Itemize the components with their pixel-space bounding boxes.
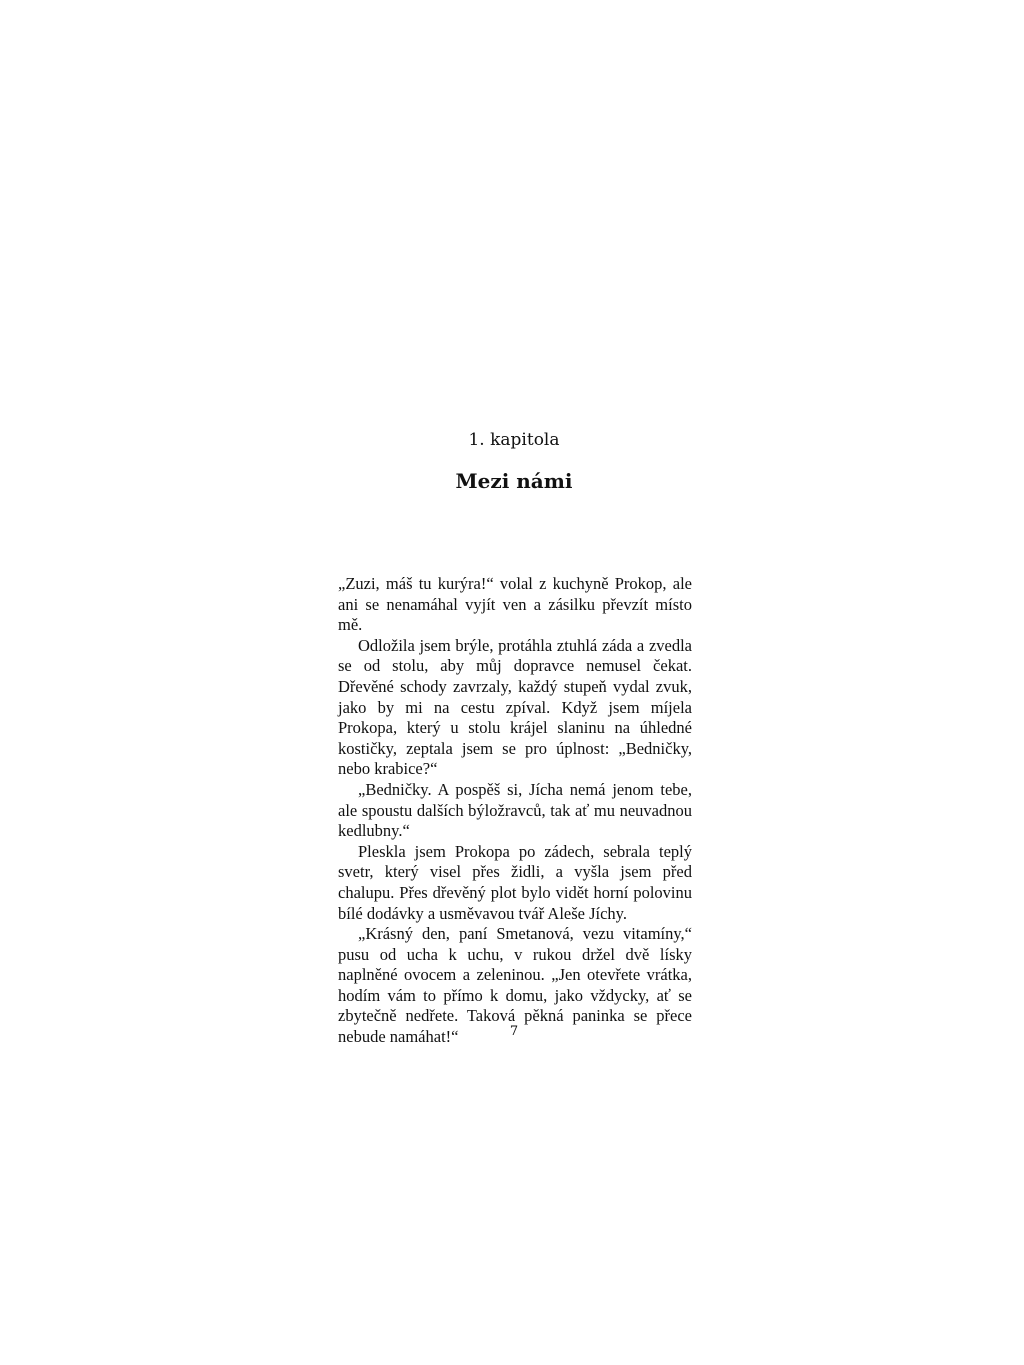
chapter-body-text: [338, 574, 692, 1048]
paragraph: „Bedničky. A pospěš si, Jícha nemá jenom tebe, ale spoustu dalších býložravců, tak ať mu neuvadnou kedlubny.“: [338, 779, 692, 841]
page-number: 7: [509, 1024, 519, 1039]
paragraph: Odložila jsem brýle, protáhla ztuhlá záda a zvedla se od stolu, aby můj dopravce nemusel čekat. Dřevěné schody zavrzaly, každý stupeň vydal zvuk, jako by mi na cestu zpíval. Když jsem míjela Prokopa, který u stolu krájel slaninu na úhledné kostičky, zeptala jsem se pro úplnost: „Bedničky, nebo krabice?“: [338, 635, 692, 779]
paragraph: „Krásný den, paní Smetanová, vezu vitamíny,“ pusu od ucha k uchu, v rukou držel dvě lísky naplněné ovocem a zeleninou. „Jen otevřete vrátka, hodím vám to přímo k domu, jako vždycky, ať se zbytečně nedřete. Taková pěkná paninka se přece nebude namáhat!“: [338, 924, 692, 1047]
chapter-title: Mezi námi: [455, 469, 573, 493]
paragraph: „Zuzi, máš tu kurýra!“ volal z kuchyně Prokop, ale ani se nenamáhal vyjít ven a zásilku převzít místo mě.: [338, 574, 692, 635]
chapter-number: 1. kapitola: [468, 430, 560, 450]
paragraph: Pleskla jsem Prokopa po zádech, sebrala teplý svetr, který visel přes židli, a vyšla jsem před chalupu. Přes dřevěný plot bylo vidět horní polovinu bílé dodávky a usměvavou tvář Aleše Jíchy.: [338, 841, 692, 923]
